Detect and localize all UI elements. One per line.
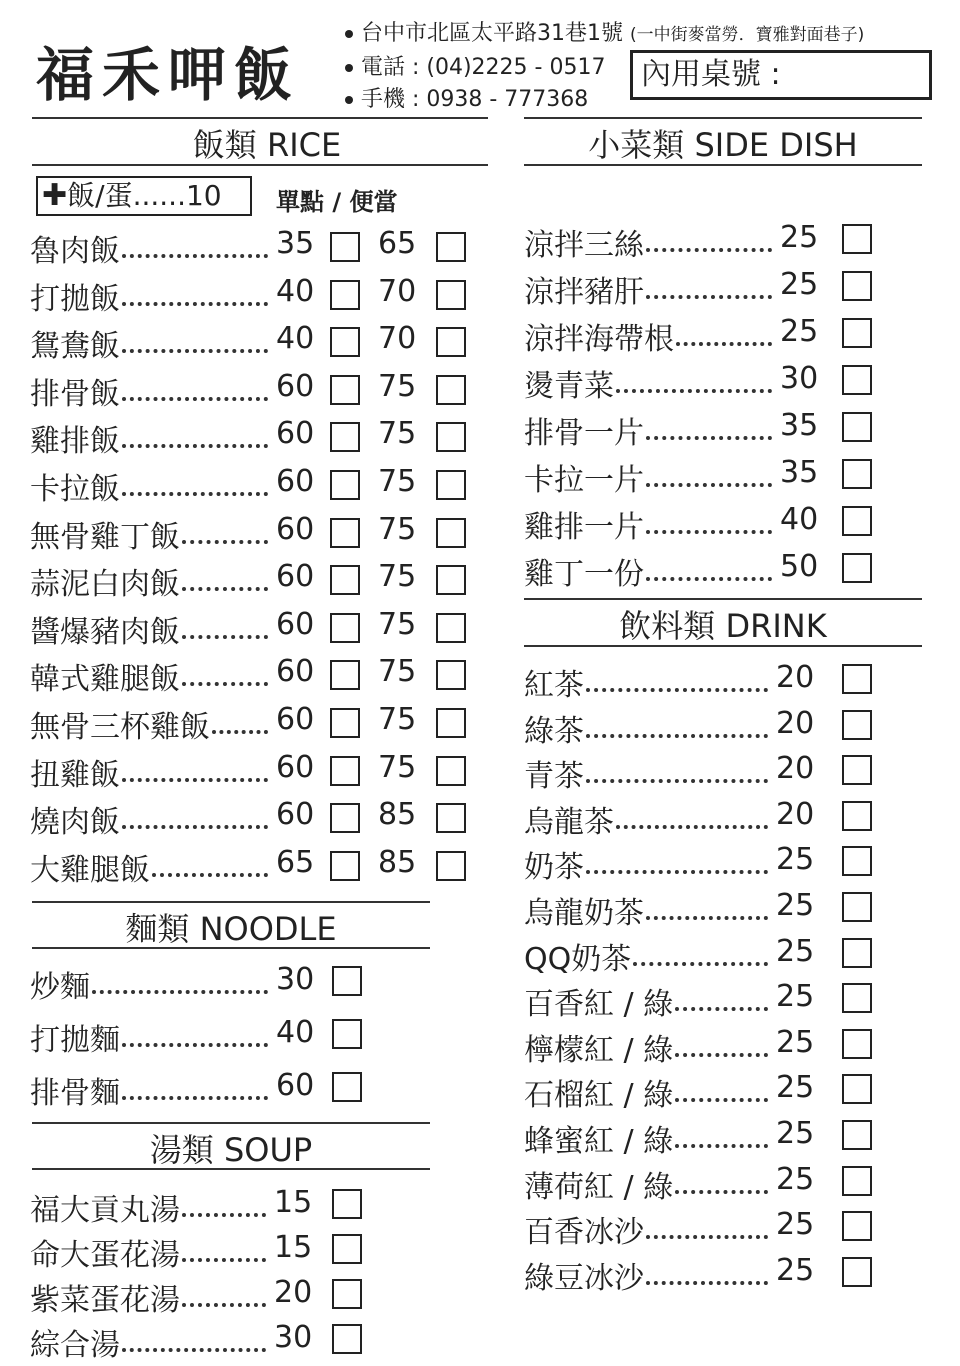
item-price: 30 <box>780 361 819 396</box>
bullet-icon <box>345 30 353 38</box>
item-name: 雞丁一份 <box>524 557 644 592</box>
single-checkbox[interactable] <box>330 708 360 738</box>
bento-checkbox[interactable] <box>436 375 466 405</box>
item-checkbox[interactable] <box>842 412 872 442</box>
item-checkbox[interactable] <box>842 271 872 301</box>
item-name: 奶茶 <box>524 850 584 886</box>
menu-item <box>524 549 884 595</box>
bento-price: 75 <box>378 606 417 642</box>
item-checkbox[interactable] <box>842 983 872 1013</box>
menu-item <box>524 408 884 454</box>
item-price: 15 <box>274 1230 313 1265</box>
dot-leader <box>182 682 268 686</box>
item-price: 15 <box>274 1185 313 1220</box>
bento-price: 70 <box>378 273 417 309</box>
bento-checkbox[interactable] <box>436 232 466 262</box>
dot-leader <box>122 1096 268 1100</box>
single-checkbox[interactable] <box>330 375 360 405</box>
item-price: 50 <box>780 549 819 584</box>
item-checkbox[interactable] <box>332 1279 362 1309</box>
addon-rice-egg[interactable] <box>36 176 252 216</box>
bento-price: 75 <box>378 464 417 499</box>
table-number-field[interactable]: 內用桌號 : <box>630 50 932 100</box>
dot-leader <box>646 1281 768 1285</box>
menu-item <box>524 455 884 501</box>
single-price: 60 <box>276 416 315 452</box>
menu-item <box>30 1015 370 1061</box>
item-price: 25 <box>776 842 815 878</box>
bento-checkbox[interactable] <box>436 756 466 786</box>
restaurant-name: 福禾呷飯 <box>36 41 301 109</box>
single-bento-header: 單點 / 便當 <box>276 188 398 216</box>
item-name: 排骨麵 <box>30 1076 120 1111</box>
item-checkbox[interactable] <box>332 1324 362 1354</box>
menu-item <box>30 226 470 272</box>
dot-leader <box>182 1258 266 1262</box>
single-price: 60 <box>276 606 315 642</box>
item-name: 烏龍奶茶 <box>524 896 644 931</box>
menu-item <box>30 702 470 748</box>
bento-checkbox[interactable] <box>436 280 466 310</box>
item-checkbox[interactable] <box>842 459 872 489</box>
bento-checkbox[interactable] <box>436 327 466 357</box>
item-name: 燒肉飯 <box>30 805 120 841</box>
bento-checkbox[interactable] <box>436 518 466 548</box>
bento-price: 75 <box>378 559 417 595</box>
dot-leader <box>122 1043 268 1047</box>
item-name: 薄荷紅 / 綠 <box>524 1169 674 1205</box>
menu-item <box>30 559 470 605</box>
bento-price: 75 <box>378 702 417 737</box>
item-price: 35 <box>780 408 819 443</box>
menu-item <box>524 1207 884 1253</box>
item-checkbox[interactable] <box>842 1074 872 1104</box>
item-checkbox[interactable] <box>332 1019 362 1049</box>
item-checkbox[interactable] <box>842 1211 872 1241</box>
phone-line <box>345 50 605 81</box>
single-checkbox[interactable] <box>330 851 360 881</box>
dot-leader <box>586 779 768 783</box>
menu-item <box>30 321 470 367</box>
bento-price: 75 <box>378 654 417 690</box>
bento-price: 75 <box>378 511 417 547</box>
item-checkbox[interactable] <box>842 506 872 536</box>
single-checkbox[interactable] <box>330 232 360 262</box>
menu-item <box>30 654 470 700</box>
item-checkbox[interactable] <box>842 553 872 583</box>
side-section-title: 小菜類 SIDE DISH <box>588 126 858 164</box>
single-checkbox[interactable] <box>330 470 360 500</box>
item-checkbox[interactable] <box>842 892 872 922</box>
item-name: 蜂蜜紅 / 綠 <box>524 1124 674 1159</box>
menu-item <box>30 1068 370 1114</box>
single-price: 35 <box>276 226 315 261</box>
menu-item <box>524 660 884 706</box>
item-checkbox[interactable] <box>842 846 872 876</box>
item-price: 25 <box>776 1161 815 1197</box>
item-checkbox[interactable] <box>842 224 872 254</box>
menu-item <box>30 416 470 462</box>
bullet-icon <box>345 64 353 72</box>
item-name: 命大蛋花湯 <box>30 1238 180 1273</box>
single-price: 60 <box>276 797 315 833</box>
noodle-section-title: 麵類 NOODLE <box>125 910 337 948</box>
item-checkbox[interactable] <box>842 318 872 348</box>
dot-leader <box>122 397 268 401</box>
item-price: 25 <box>776 979 815 1015</box>
item-name: 綜合湯 <box>30 1328 120 1363</box>
bento-price: 75 <box>378 416 417 452</box>
item-name: 紅茶 <box>524 668 584 703</box>
address-note: (一中街麥當勞．寶雅對面巷子) <box>630 25 865 45</box>
item-name: 燙青菜 <box>524 369 614 404</box>
single-price: 60 <box>276 749 315 785</box>
single-price: 65 <box>276 844 315 880</box>
menu-item <box>30 1230 370 1276</box>
item-checkbox[interactable] <box>842 1257 872 1287</box>
dot-leader <box>122 825 268 829</box>
item-checkbox[interactable] <box>842 1120 872 1150</box>
item-name: 涼拌海帶根 <box>524 322 674 357</box>
menu-item <box>30 962 370 1008</box>
menu-item <box>524 267 884 313</box>
item-name: 綠茶 <box>524 713 584 749</box>
menu-item <box>524 888 884 934</box>
item-name: 雞排飯 <box>30 424 120 460</box>
item-checkbox[interactable] <box>332 1072 362 1102</box>
single-price: 60 <box>276 702 315 737</box>
bento-checkbox[interactable] <box>436 851 466 881</box>
dot-leader <box>616 389 772 393</box>
bento-price: 75 <box>378 749 417 785</box>
menu-item <box>30 750 470 796</box>
dot-leader <box>675 1053 768 1057</box>
item-checkbox[interactable] <box>842 1029 872 1059</box>
item-name: 打拋飯 <box>30 281 120 317</box>
dot-leader <box>675 1007 768 1011</box>
item-name: 涼拌豬肝 <box>524 275 644 310</box>
item-name: 蒜泥白肉飯 <box>30 567 180 603</box>
dot-leader <box>586 688 768 692</box>
address-line <box>345 16 864 47</box>
menu-item <box>524 361 884 407</box>
item-name: 烏龍茶 <box>524 804 614 840</box>
single-price: 60 <box>276 464 315 499</box>
bento-checkbox[interactable] <box>436 613 466 643</box>
item-name: 無骨三杯雞飯 <box>30 710 210 745</box>
item-name: 大雞腿飯 <box>30 852 150 888</box>
rice-section-title: 飯類 RICE <box>192 126 342 164</box>
menu-item <box>524 1253 884 1299</box>
dot-leader <box>122 349 268 353</box>
item-price: 35 <box>780 455 819 490</box>
item-price: 20 <box>274 1275 313 1310</box>
menu-item <box>524 934 884 980</box>
bento-price: 75 <box>378 368 417 404</box>
item-name: 涼拌三絲 <box>524 228 644 263</box>
dot-leader <box>182 587 268 591</box>
bento-price: 65 <box>378 226 417 261</box>
menu-item <box>524 314 884 360</box>
item-name: 排骨一片 <box>524 416 644 451</box>
single-checkbox[interactable] <box>330 660 360 690</box>
menu-item <box>30 1185 370 1231</box>
dot-leader <box>152 873 268 877</box>
menu-item <box>524 502 884 548</box>
bento-checkbox[interactable] <box>436 660 466 690</box>
item-price: 25 <box>776 888 815 923</box>
item-price: 25 <box>776 1116 815 1151</box>
item-name: 扭雞飯 <box>30 757 120 793</box>
dot-leader <box>646 577 772 581</box>
item-name: 百香紅 / 綠 <box>524 987 674 1023</box>
dot-leader <box>212 730 268 734</box>
dot-leader <box>675 1190 768 1194</box>
single-checkbox[interactable] <box>330 803 360 833</box>
single-checkbox[interactable] <box>330 565 360 595</box>
item-name: 卡拉一片 <box>524 463 644 498</box>
item-name: 醬爆豬肉飯 <box>30 614 180 650</box>
bento-price: 85 <box>378 844 417 880</box>
dot-leader <box>92 990 268 994</box>
bento-checkbox[interactable] <box>436 708 466 738</box>
dot-leader <box>122 492 268 496</box>
item-price: 25 <box>776 1252 815 1288</box>
menu-item <box>30 845 470 891</box>
dot-leader <box>676 342 772 346</box>
item-price: 25 <box>780 314 819 349</box>
dot-leader <box>646 295 772 299</box>
item-checkbox[interactable] <box>842 710 872 740</box>
menu-item <box>524 797 884 843</box>
item-name: 綠豆冰沙 <box>524 1260 644 1296</box>
single-checkbox[interactable] <box>330 422 360 452</box>
item-name: QQ奶茶 <box>524 941 632 977</box>
single-checkbox[interactable] <box>330 613 360 643</box>
single-checkbox[interactable] <box>330 756 360 786</box>
dot-leader <box>122 254 268 258</box>
item-price: 25 <box>780 267 819 302</box>
menu-item <box>524 706 884 752</box>
item-name: 韓式雞腿飯 <box>30 662 180 698</box>
dot-leader <box>122 1348 266 1352</box>
single-price: 40 <box>276 321 315 357</box>
menu-item <box>30 274 470 320</box>
dot-leader <box>182 1303 266 1307</box>
item-name: 福大貢丸湯 <box>30 1193 180 1228</box>
single-price: 60 <box>276 654 315 690</box>
item-checkbox[interactable] <box>842 938 872 968</box>
single-checkbox[interactable] <box>330 518 360 548</box>
dot-leader <box>646 248 772 252</box>
single-checkbox[interactable] <box>330 280 360 310</box>
dot-leader <box>646 916 768 920</box>
item-price: 25 <box>776 1024 815 1060</box>
item-price: 40 <box>276 1015 315 1050</box>
item-name: 雞排一片 <box>524 510 644 545</box>
single-price: 40 <box>276 273 315 309</box>
mobile-text: 手機 : 0938 - 777368 <box>361 87 589 112</box>
item-name: 百香冰沙 <box>524 1215 644 1251</box>
item-checkbox[interactable] <box>332 966 362 996</box>
dot-leader <box>646 483 772 487</box>
item-price: 30 <box>276 962 315 997</box>
single-checkbox[interactable] <box>330 327 360 357</box>
dot-leader <box>182 540 268 544</box>
item-name: 無骨雞丁飯 <box>30 519 180 555</box>
menu-item <box>524 751 884 797</box>
menu-item <box>524 979 884 1025</box>
item-name: 排骨飯 <box>30 376 120 412</box>
drink-section-title: 飲料類 DRINK <box>619 607 827 645</box>
item-name: 鴛鴦飯 <box>30 329 120 365</box>
menu-item <box>30 607 470 653</box>
item-name: 打拋麵 <box>30 1023 120 1058</box>
dot-leader <box>646 436 772 440</box>
item-checkbox[interactable] <box>842 365 872 395</box>
item-name: 紫菜蛋花湯 <box>30 1283 180 1318</box>
item-checkbox[interactable] <box>842 755 872 785</box>
dot-leader <box>633 962 768 966</box>
item-price: 20 <box>776 705 815 741</box>
dot-leader <box>646 1235 768 1239</box>
dot-leader <box>616 825 768 829</box>
item-price: 25 <box>780 220 819 255</box>
dot-leader <box>122 778 268 782</box>
phone-text: 電話 : (04)2225 - 0517 <box>361 55 606 80</box>
item-price: 25 <box>776 1207 815 1243</box>
menu-item <box>524 1116 884 1162</box>
dot-leader <box>675 1144 768 1148</box>
addon-label: 飯/蛋......10 <box>67 179 222 212</box>
item-name: 卡拉飯 <box>30 472 120 507</box>
menu-item <box>30 1275 370 1321</box>
bento-checkbox[interactable] <box>436 422 466 452</box>
dot-leader <box>182 1213 266 1217</box>
item-price: 25 <box>776 933 815 969</box>
item-name: 檸檬紅 / 綠 <box>524 1032 674 1068</box>
bento-price: 85 <box>378 797 417 833</box>
dot-leader <box>182 635 268 639</box>
item-price: 60 <box>276 1068 315 1103</box>
item-price: 20 <box>776 751 815 787</box>
bento-price: 70 <box>378 321 417 357</box>
bento-checkbox[interactable] <box>436 470 466 500</box>
item-checkbox[interactable] <box>842 801 872 831</box>
item-name: 炒麵 <box>30 970 90 1005</box>
single-price: 60 <box>276 368 315 404</box>
mobile-line <box>345 82 588 113</box>
menu-item <box>524 1070 884 1116</box>
single-price: 60 <box>276 511 315 547</box>
item-price: 25 <box>776 1070 815 1106</box>
item-checkbox[interactable] <box>332 1234 362 1264</box>
menu-item <box>524 1162 884 1208</box>
menu-item <box>30 1320 370 1366</box>
menu-item <box>524 220 884 266</box>
item-name: 青茶 <box>524 759 584 795</box>
dot-leader <box>646 530 772 534</box>
dot-leader <box>122 302 268 306</box>
bento-checkbox[interactable] <box>436 565 466 595</box>
item-price: 40 <box>780 502 819 537</box>
menu-item <box>524 1025 884 1071</box>
item-price: 20 <box>776 796 815 832</box>
item-name: 魯肉飯 <box>30 234 120 269</box>
menu-item <box>524 842 884 888</box>
item-checkbox[interactable] <box>332 1189 362 1219</box>
single-price: 60 <box>276 559 315 595</box>
menu-item <box>30 512 470 558</box>
soup-section-title: 湯類 SOUP <box>149 1131 313 1169</box>
item-name: 石榴紅 / 綠 <box>524 1078 674 1114</box>
menu-item <box>30 369 470 415</box>
item-checkbox[interactable] <box>842 1166 872 1196</box>
item-checkbox[interactable] <box>842 664 872 694</box>
dot-leader <box>675 1098 768 1102</box>
dot-leader <box>586 734 768 738</box>
plus-icon: ✚ <box>42 178 68 213</box>
dot-leader <box>122 444 268 448</box>
address-text: 台中市北區太平路31巷1號 <box>361 21 623 46</box>
bullet-icon <box>345 96 353 104</box>
bento-checkbox[interactable] <box>436 803 466 833</box>
item-price: 30 <box>274 1320 313 1355</box>
dot-leader <box>586 870 768 874</box>
item-price: 20 <box>776 660 815 695</box>
menu-item <box>30 464 470 510</box>
menu-item <box>30 797 470 843</box>
